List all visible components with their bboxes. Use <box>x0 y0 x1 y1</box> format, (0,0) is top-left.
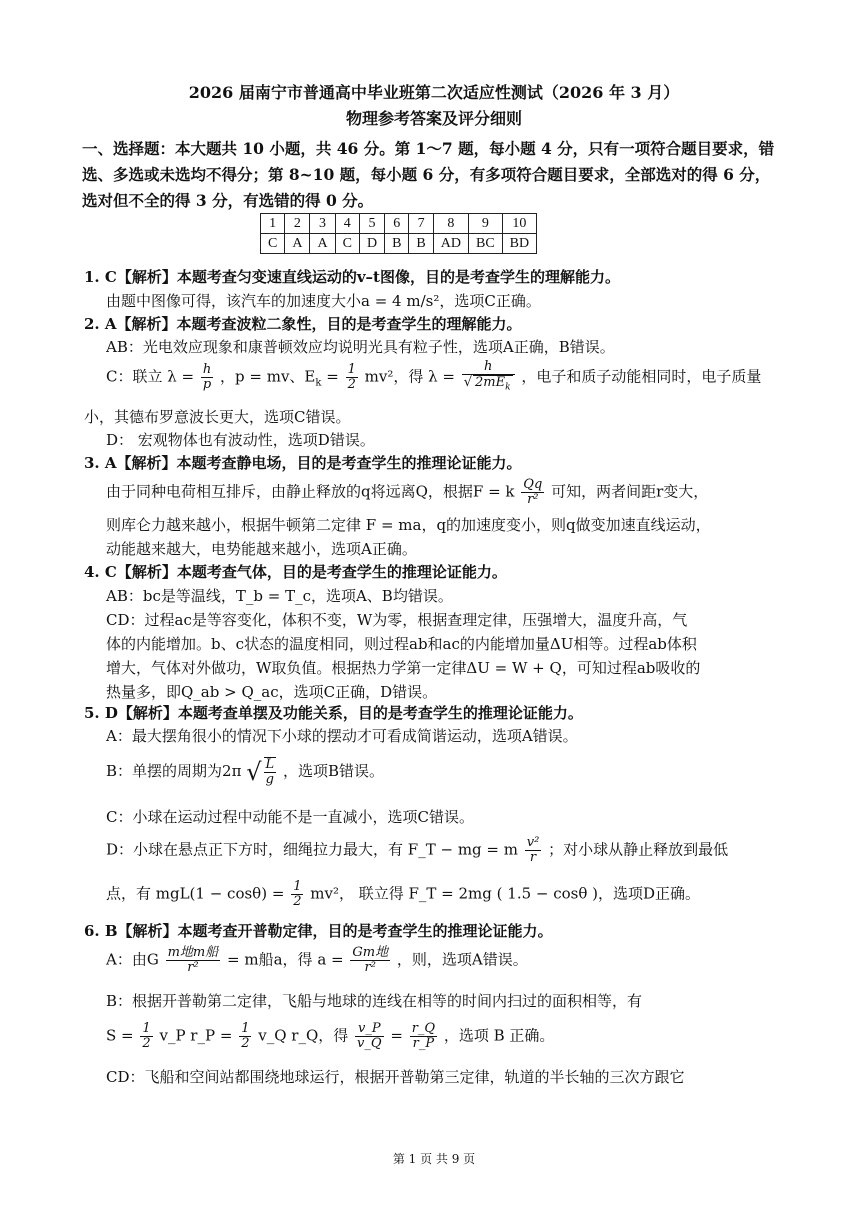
numerator: r_Q <box>411 1021 436 1036</box>
q4-line-1: AB：bc是等温线，T_b = T_c，选项A、B均错误。 <box>106 587 453 605</box>
q2-line-c-cont: 小，其德布罗意波长更大，选项C错误。 <box>84 408 351 426</box>
q4-line-2: CD：过程ac是等容变化，体积不变，W为零，根据查理定律，压强增大，温度升高，气 <box>106 611 688 629</box>
answer-cell: C <box>261 234 285 254</box>
q6-text: S = <box>106 1026 134 1045</box>
q2-heading: 2. A【解析】本题考查波粒二象性，目的是考查学生的理解能力。 <box>84 315 522 333</box>
q4-line-3: 体的内能增加。b、c状态的温度相同，则过程ab和ac的内能增加量ΔU相等。过程ab体积 <box>106 635 697 653</box>
denominator: 2 <box>347 376 356 392</box>
answer-number-cell: 8 <box>433 214 468 234</box>
denominator: 2 <box>293 894 302 909</box>
q6-text: v_P r_P = <box>159 1026 233 1045</box>
document-title: 2026 届南宁市普通高中毕业班第二次适应性测试（2026 年 3 月） <box>188 83 680 102</box>
fraction-h-over-p <box>201 363 213 392</box>
answer-cell: A <box>285 234 310 254</box>
q2-text: C：联立 λ = <box>106 367 195 386</box>
answer-cell: B <box>385 234 409 254</box>
fraction-one-half <box>140 1022 152 1051</box>
denominator: r² <box>364 960 376 975</box>
q6-line-a <box>106 946 528 975</box>
q3-text: 可知，两者间距r变大， <box>551 482 709 501</box>
q5-text: mv²， 联立得 F_T = 2mg ( 1.5 − cosθ )，选项D正确。 <box>310 884 701 903</box>
q3-line-3: 动能越来越大，电势能越来越小，选项A正确。 <box>106 540 417 558</box>
q5-heading: 5. D【解析】本题考查单摆及功能关系，目的是考查学生的推理论证能力。 <box>84 704 583 722</box>
q5-line-d-cont <box>106 880 700 909</box>
q4-line-5: 热量多，即Q_ab > Q_ac，选项C正确，D错误。 <box>106 683 438 701</box>
q5-line-b <box>106 757 384 787</box>
q5-line-a: A：最大摆角很小的情况下小球的摆动才可看成简谐运动，选项A错误。 <box>106 727 578 745</box>
answer-number-cell: 3 <box>310 214 335 234</box>
answer-cell: BD <box>502 234 536 254</box>
answer-cell: D <box>359 234 384 254</box>
fraction-v2-over-r <box>525 836 542 865</box>
fraction-de-broglie <box>462 360 515 395</box>
numerator: v_P <box>355 1022 384 1037</box>
numerator: Gm地 <box>352 945 389 960</box>
q5-line-d <box>106 836 728 865</box>
denominator: 2 <box>241 1036 250 1051</box>
q1-heading: 1. C【解析】本题考查匀变速直线运动的v–t图像，目的是考查学生的理解能力。 <box>84 268 620 286</box>
fraction-gravity <box>166 946 221 975</box>
numerator: 1 <box>241 1021 250 1036</box>
fraction-l-over-g <box>264 757 277 787</box>
numerator: 1 <box>142 1021 151 1036</box>
q2-text: ，电子和质子动能相同时，电子质量 <box>521 367 762 386</box>
answer-number-cell: 5 <box>359 214 384 234</box>
q2-line-ab: AB：光电效应现象和康普顿效应均说明光具有粒子性，选项A正确，B错误。 <box>106 338 615 356</box>
answer-cell: A <box>310 234 335 254</box>
q5-text: ；对小球从静止释放到最低 <box>548 840 729 859</box>
denominator: p <box>202 376 212 392</box>
answer-number-cell: 7 <box>409 214 433 234</box>
numerator: v² <box>526 835 540 850</box>
numerator: m地m船 <box>167 945 219 960</box>
q6-text: = <box>390 1026 408 1045</box>
answer-number-cell: 1 <box>261 214 285 234</box>
q6-heading: 6. B【解析】本题考查开普勒定律，目的是考查学生的推理论证能力。 <box>84 922 553 940</box>
q6-text: v_Q r_Q，得 <box>258 1026 349 1045</box>
q5-line-c: C：小球在运动过程中动能不是一直减小，选项C错误。 <box>106 808 474 826</box>
q6-line-b: B：根据开普勒第二定律，飞船与地球的连线在相等的时间内扫过的面积相等，有 <box>106 992 643 1010</box>
q5-text: B：单摆的周期为2π <box>106 762 242 780</box>
q2-line-d: D： 宏观物体也有波动性，选项D错误。 <box>106 431 375 449</box>
denominator: r² <box>187 960 199 975</box>
answer-cell: BC <box>468 234 502 254</box>
numerator: h <box>202 361 212 377</box>
answer-table-numbers-row <box>261 214 537 234</box>
q6-line-cd: CD：飞船和空间站都围绕地球运行，根据开普勒第三定律，轨道的半长轴的三次方跟它 <box>106 1068 685 1086</box>
q6-text: ，则，选项A错误。 <box>396 950 528 969</box>
answer-number-cell: 6 <box>385 214 409 234</box>
numerator: 1 <box>347 361 356 377</box>
fraction-rq-over-rp <box>410 1022 437 1051</box>
q3-text: 由于同种电荷相互排斥，由静止释放的q将远离Q，根据F = k <box>106 482 515 501</box>
numerator: 1 <box>293 879 302 894</box>
answer-number-cell: 10 <box>502 214 536 234</box>
answer-number-cell: 2 <box>285 214 310 234</box>
fraction-one-half <box>239 1022 251 1051</box>
page-footer: 第 1 页 共 9 页 <box>392 1152 476 1166</box>
q6-text: A：由G <box>106 950 159 969</box>
q5-text: 点，有 mgL(1 − cosθ) = <box>106 884 285 903</box>
denominator: r² <box>527 492 539 507</box>
q2-text: = <box>321 367 344 386</box>
q2-line-c: C：联立 λ = $\frac{h}{p}$ ，p = mv、$E_k$ = $\frac{1}{2}$ mv²，得 λ = $\frac{h}{√ 2mE_k}$ ，电子和质子动能相同时，电子质量 <box>106 359 762 393</box>
denominator: r <box>529 850 537 865</box>
answer-cell: C <box>335 234 359 254</box>
answer-table <box>260 213 537 254</box>
answer-cell: AD <box>433 234 468 254</box>
answer-number-cell: 4 <box>335 214 359 234</box>
fraction-qq-over-r2 <box>521 478 544 507</box>
denominator: r_P <box>412 1036 435 1051</box>
sqrt-sign-icon: √ <box>246 758 262 786</box>
answer-number-cell: 9 <box>468 214 502 234</box>
answer-cell: B <box>409 234 433 254</box>
q6-text: = m船a，得 a = <box>227 950 344 969</box>
denominator: g <box>265 772 274 787</box>
fraction-one-half <box>291 880 303 909</box>
document-subtitle: 物理参考答案及评分细则 <box>345 109 522 128</box>
denominator: 2 <box>142 1036 151 1051</box>
q2-text: ，p = mv、E <box>220 367 316 386</box>
q5-text: ，选项B错误。 <box>282 762 384 780</box>
q2-text: mv²，得 λ = <box>364 367 455 386</box>
denominator: v_Q <box>357 1036 382 1051</box>
q4-heading: 4. C【解析】本题考查气体，目的是考查学生的推理论证能力。 <box>84 563 507 581</box>
q3-heading: 3. A【解析】本题考查静电场，目的是考查学生的推理论证能力。 <box>84 454 522 472</box>
q3-line-2: 则库仑力越来越小，根据牛顿第二定律 F = ma，q的加速度变小，则q做变加速直线运动， <box>106 516 711 534</box>
q5-text: D：小球在悬点正下方时，细绳拉力最大，有 F_T − mg = m <box>106 840 518 859</box>
numerator: Qq <box>523 477 543 492</box>
fraction-vp-over-vq <box>355 1022 384 1051</box>
answer-table-answers-row <box>261 234 537 254</box>
numerator: L <box>265 757 275 772</box>
sqrt-content: 2mE <box>475 375 506 390</box>
q1-line: 由题中图像可得，该汽车的加速度大小a = 4 m/s²，选项C正确。 <box>106 292 541 310</box>
fraction-acceleration <box>350 946 390 975</box>
numerator: h <box>462 360 515 375</box>
q6-line-b-formula <box>106 1022 554 1051</box>
q6-text: ，选项 B 正确。 <box>443 1026 555 1045</box>
fraction-one-half <box>346 363 358 392</box>
q4-line-4: 增大，气体对外做功，W取负值。根据热力学第一定律ΔU = W + Q，可知过程ab吸收的 <box>106 659 701 677</box>
denominator: √ $2mE_k$ <box>463 375 511 393</box>
q3-line-1 <box>106 478 708 507</box>
section-1-instructions: 一、选择题：本大题共 10 小题，共 46 分。第 1～7 题，每小题 4 分，只有一项符合题目要求，错选、多选或未选均不得分；第 8~10 题，每小题 6 分，有多项符合题目要求，全部选对的得 6 分，选对但不全的得 3 分，有选错的得 0 分。 <box>82 139 775 210</box>
